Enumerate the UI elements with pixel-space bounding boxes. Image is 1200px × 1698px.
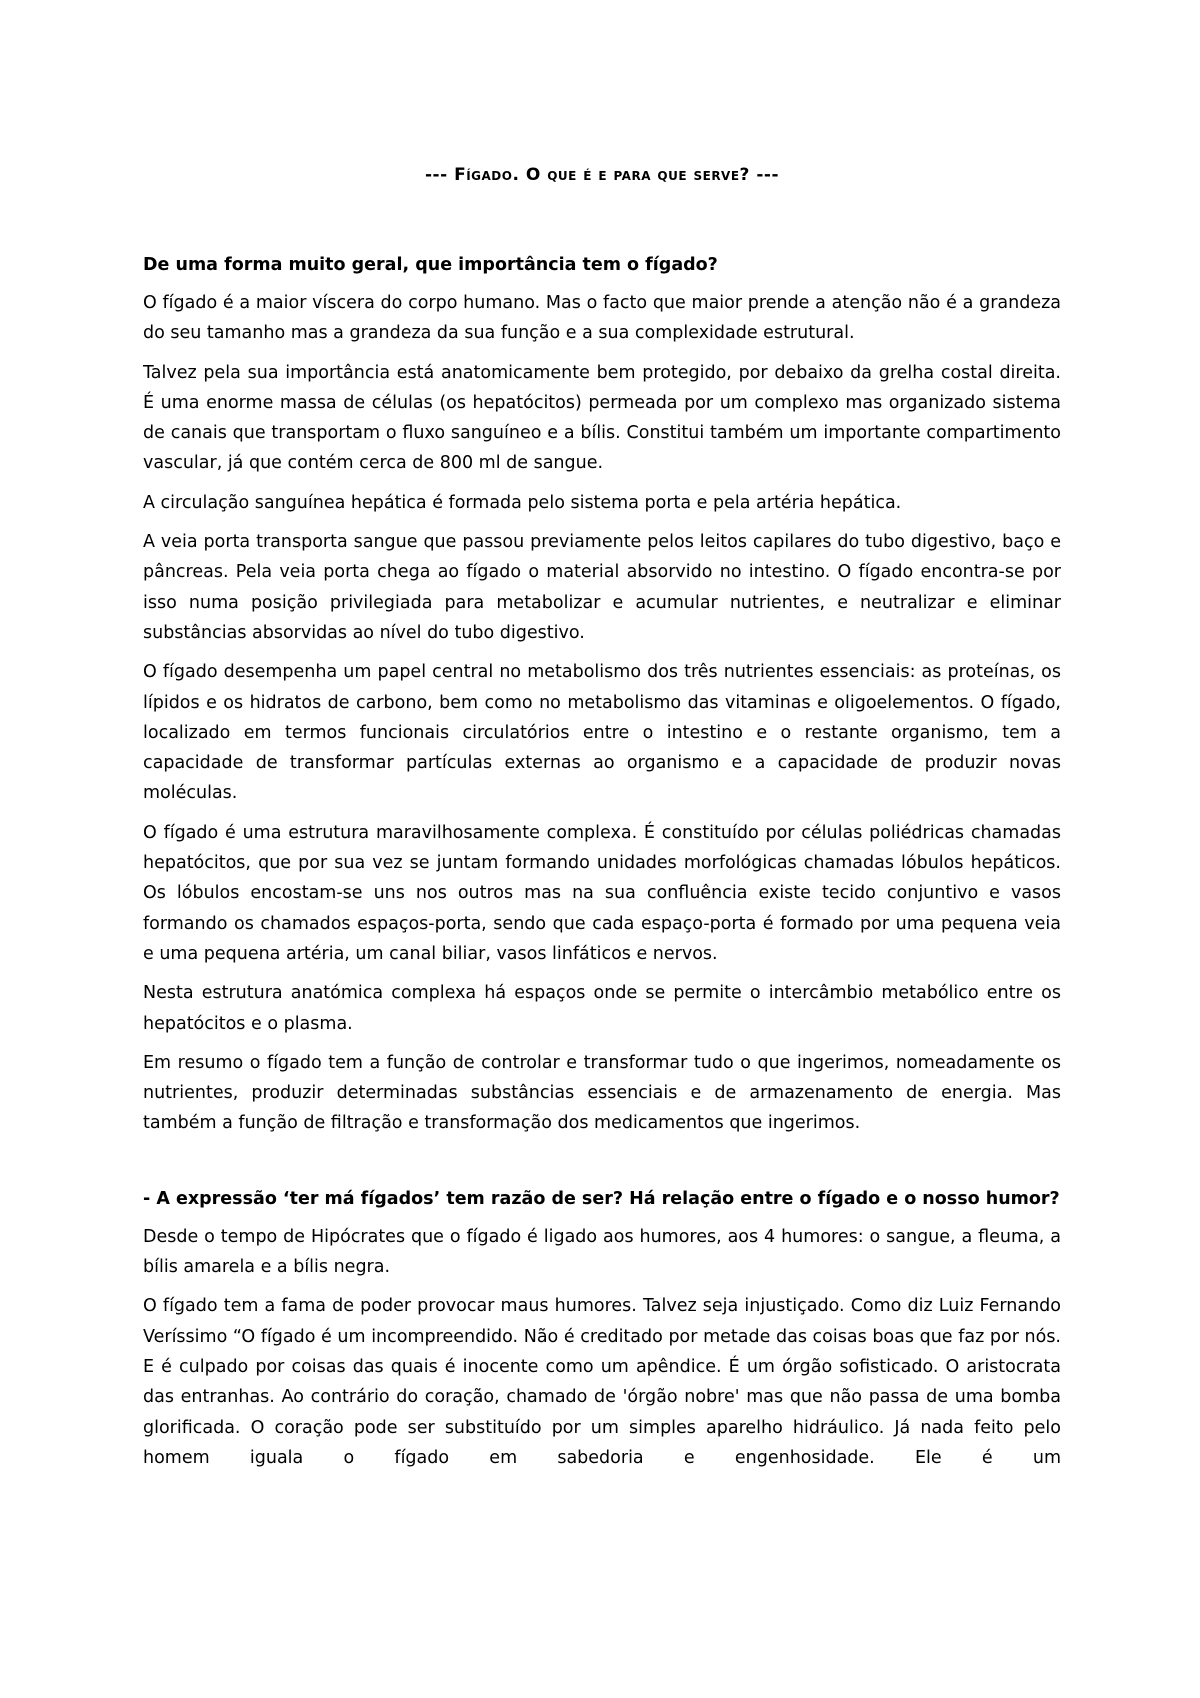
document-page [143,0,1061,1698]
page-title [143,165,1061,185]
section-1-paragraph: O fígado desempenha um papel central no metabolismo dos três nutrientes essenciais: as proteínas, os lípidos e os hidratos de carbono, bem como no metabolismo das vitaminas e oligoelementos. O fígado, localizado em termos funcionais circulatórios entre o intestino e o restante organismo, tem a capacidade de transformar partículas externas ao organismo e a capacidade de produzir novas moléculas. [143,662,1061,804]
section-1-paragraph: O fígado é uma estrutura maravilhosamente complexa. É constituído por células poliédricas chamadas hepatócitos, que por sua vez se juntam formando unidades morfológicas chamadas lóbulos hepáticos. Os lóbulos encostam-se uns nos outros mas na sua confluência existe tecido conjuntivo e vasos formando os chamados espaços-porta, sendo que cada espaço-porta é formado por uma pequena veia e uma pequena artéria, um canal biliar, vasos linfáticos e nervos. [143,822,1061,964]
section-1-paragraph: A circulação sanguínea hepática é formada pelo sistema porta e pela artéria hepática. [143,492,902,513]
section-1-paragraph: Nesta estrutura anatómica complexa há espaços onde se permite o intercâmbio metabólico entre os hepatócitos e o plasma. [143,983,1061,1034]
section-2-paragraph: O fígado tem a fama de poder provocar maus humores. Talvez seja injustiçado. Como diz Luiz Fernando Veríssimo “O fígado é um incompreendido. Não é creditado por metade das coisas boas que faz por nós. E é culpado por coisas das quais é inocente como um apêndice. É um órgão sofisticado. O aristocrata das entranhas. Ao contrário do coração, chamado de 'órgão nobre' mas que não passa de uma bomba glorificada. O coração pode ser substituído por um simples aparelho hidráulico. Já nada feito pelo homem iguala o fígado em sabedoria e engenhosidade. Ele é um [143,1296,1061,1468]
section-spacer [143,1148,1061,1184]
section-1-paragraph: Em resumo o fígado tem a função de controlar e transformar tudo o que ingerimos, nomeadamente os nutrientes, produzir determinadas substâncias essenciais e de armazenamento de energia. Mas também a função de filtração e transformação dos medicamentos que ingerimos. [143,1052,1061,1134]
title-prefix: --- [424,165,455,185]
document-body [143,250,1061,1482]
section-2-paragraph: Desde o tempo de Hipócrates que o fígado é ligado aos humores, aos 4 humores: o sangue, a fleuma, a bílis amarela e a bílis negra. [143,1226,1061,1278]
section-1-paragraph: A veia porta transporta sangue que passou previamente pelos leitos capilares do tubo digestivo, baço e pâncreas. Pela veia porta chega ao fígado o material absorvido no intestino. O fígado encontra-se por isso numa posição privilegiada para metabolizar e acumular nutrientes, e neutralizar e eliminar substâncias absorvidas ao nível do tubo digestivo. [143,532,1061,643]
section-1-question: De uma forma muito geral, que importância tem o fígado? [143,255,718,275]
title-suffix: --- [749,165,780,185]
section-2-question: - A expressão ‘ter má fígados’ tem razão de ser? Há relação entre o fígado e o nosso humor? [143,1188,1060,1209]
section-1-paragraph: O fígado é a maior víscera do corpo humano. Mas o facto que maior prende a atenção não é a grandeza do seu tamanho mas a grandeza da sua função e a sua complexidade estrutural. [143,293,1061,344]
title-text: Fígado. O que é e para que serve? [454,165,750,185]
section-1-paragraph: Talvez pela sua importância está anatomicamente bem protegido, por debaixo da grelha costal direita. É uma enorme massa de células (os hepatócitos) permeada por um complexo mas organizado sistema de canais que transportam o fluxo sanguíneo e a bílis. Constitui também um importante compartimento vascular, já que contém cerca de 800 ml de sangue. [143,362,1061,474]
